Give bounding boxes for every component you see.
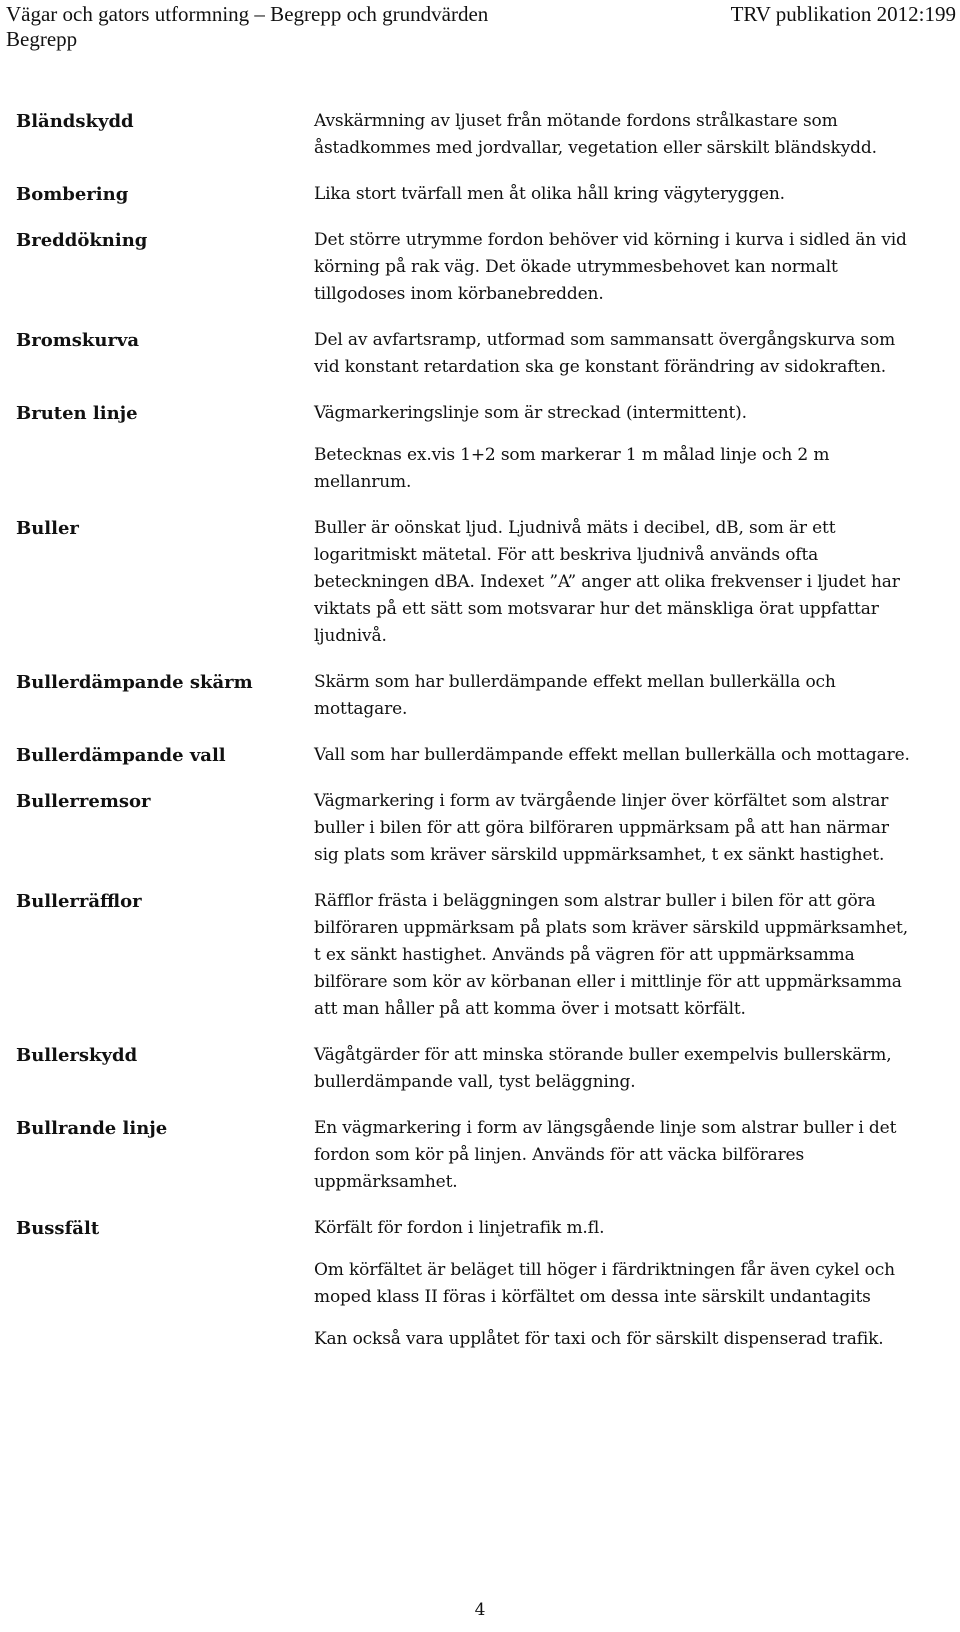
page-number: 4 bbox=[474, 1600, 486, 1620]
glossary-term: Bullerremsor bbox=[16, 791, 151, 812]
document-title: Vägar och gators utformning – Begrepp och grundvärden bbox=[6, 2, 489, 26]
glossary-term: Breddökning bbox=[16, 230, 148, 251]
glossary-entry bbox=[16, 1215, 916, 1353]
glossary-term: Bombering bbox=[16, 184, 129, 205]
glossary-entry bbox=[16, 742, 916, 769]
publication-number: TRV publikation 2012:199 bbox=[730, 2, 956, 26]
glossary-term: Bullerräfflor bbox=[16, 891, 142, 912]
glossary-definitions bbox=[314, 1215, 916, 1353]
glossary-entry bbox=[16, 1115, 916, 1196]
glossary-definitions bbox=[314, 742, 916, 769]
glossary-entry bbox=[16, 227, 916, 308]
glossary-definition: Körfält för fordon i linjetrafik m.fl. bbox=[314, 1218, 605, 1238]
glossary-definitions bbox=[314, 227, 916, 308]
glossary-entry bbox=[16, 181, 916, 208]
glossary-definitions bbox=[314, 327, 916, 381]
page-header bbox=[6, 2, 956, 52]
glossary-entry bbox=[16, 327, 916, 381]
glossary-term: Bromskurva bbox=[16, 330, 140, 351]
glossary-definitions bbox=[314, 515, 916, 650]
glossary-definition: Del av avfartsramp, utformad som sammansatt övergångskurva som vid konstant retardation ska ge konstant förändring av sidokraften. bbox=[314, 330, 896, 377]
glossary-definition: Räfflor frästa i beläggningen som alstrar buller i bilen för att göra bilföraren uppmärksam på plats som kräver särskild uppmärksamhet, t ex sänkt hastighet. Används på vägren för att uppmärksamma bilförare som kör av körbanan eller i mittlinje för att uppmärksamma att man håller på att komma över i motsatt körfält. bbox=[314, 891, 908, 1019]
glossary-definitions bbox=[314, 788, 916, 869]
glossary-entry bbox=[16, 669, 916, 723]
glossary-definition: Lika stort tvärfall men åt olika håll kring vägyteryggen. bbox=[314, 184, 785, 204]
glossary-term: Bruten linje bbox=[16, 403, 138, 424]
glossary-definitions bbox=[314, 181, 916, 208]
glossary-definition: Det större utrymme fordon behöver vid körning i kurva i sidled än vid körning på rak väg. Det ökade utrymmesbehovet kan normalt tillgodoses inom körbanebredden. bbox=[314, 230, 907, 304]
glossary-entry bbox=[16, 1042, 916, 1096]
glossary-term: Bullrande linje bbox=[16, 1118, 168, 1139]
glossary-definitions bbox=[314, 108, 916, 162]
glossary-term: Bussfält bbox=[16, 1218, 100, 1239]
glossary-definition: Vägåtgärder för att minska störande buller exempelvis bullerskärm, bullerdämpande vall, tyst beläggning. bbox=[314, 1045, 892, 1092]
glossary-definitions bbox=[314, 669, 916, 723]
glossary-definition: Avskärmning av ljuset från mötande fordons strålkastare som åstadkommes med jordvallar, vegetation eller särskilt bländskydd. bbox=[314, 111, 877, 158]
glossary-definition: Vägmarkeringslinje som är streckad (intermittent). bbox=[314, 403, 747, 423]
section-title: Begrepp bbox=[6, 27, 78, 51]
glossary-entry bbox=[16, 515, 916, 650]
glossary-term: Bullerdämpande skärm bbox=[16, 672, 253, 693]
glossary-definition: Betecknas ex.vis 1+2 som markerar 1 m målad linje och 2 m mellanrum. bbox=[314, 445, 830, 492]
glossary-term: Bullerdämpande vall bbox=[16, 745, 226, 766]
glossary-definitions bbox=[314, 888, 916, 1023]
glossary-definition: Vägmarkering i form av tvärgående linjer över körfältet som alstrar buller i bilen för att göra bilföraren uppmärksam på att han närmar sig plats som kräver särskild uppmärksamhet, t ex sänkt hastighet. bbox=[314, 791, 889, 865]
glossary-definition: En vägmarkering i form av längsgående linje som alstrar buller i det fordon som kör på linjen. Används för att väcka bilförares uppmärksamhet. bbox=[314, 1118, 897, 1192]
glossary-definition: Kan också vara upplåtet för taxi och för särskilt dispenserad trafik. bbox=[314, 1329, 884, 1349]
glossary-entry bbox=[16, 400, 916, 496]
glossary-term: Bländskydd bbox=[16, 111, 134, 132]
glossary-definition: Om körfältet är beläget till höger i färdriktningen får även cykel och moped klass II föras i körfältet om dessa inte särskilt undantagits bbox=[314, 1260, 895, 1307]
glossary-term: Buller bbox=[16, 518, 79, 539]
glossary-definition: Skärm som har bullerdämpande effekt mellan bullerkälla och mottagare. bbox=[314, 672, 836, 719]
glossary-definition: Buller är oönskat ljud. Ljudnivå mäts i decibel, dB, som är ett logaritmiskt mätetal. För att beskriva ljudnivå används ofta beteckningen dBA. Indexet ”A” anger att olika frekvenser i ljudet har viktats på ett sätt som motsvarar hur det mänskliga örat uppfattar ljudnivå. bbox=[314, 518, 900, 646]
glossary-definition: Vall som har bullerdämpande effekt mellan bullerkälla och mottagare. bbox=[314, 745, 910, 765]
glossary-entry bbox=[16, 888, 916, 1023]
glossary-definitions bbox=[314, 400, 916, 496]
glossary-definitions bbox=[314, 1042, 916, 1096]
glossary-term: Bullerskydd bbox=[16, 1045, 138, 1066]
glossary-entry bbox=[16, 108, 916, 162]
glossary-list bbox=[16, 108, 916, 1372]
glossary-entry bbox=[16, 788, 916, 869]
glossary-definitions bbox=[314, 1115, 916, 1196]
